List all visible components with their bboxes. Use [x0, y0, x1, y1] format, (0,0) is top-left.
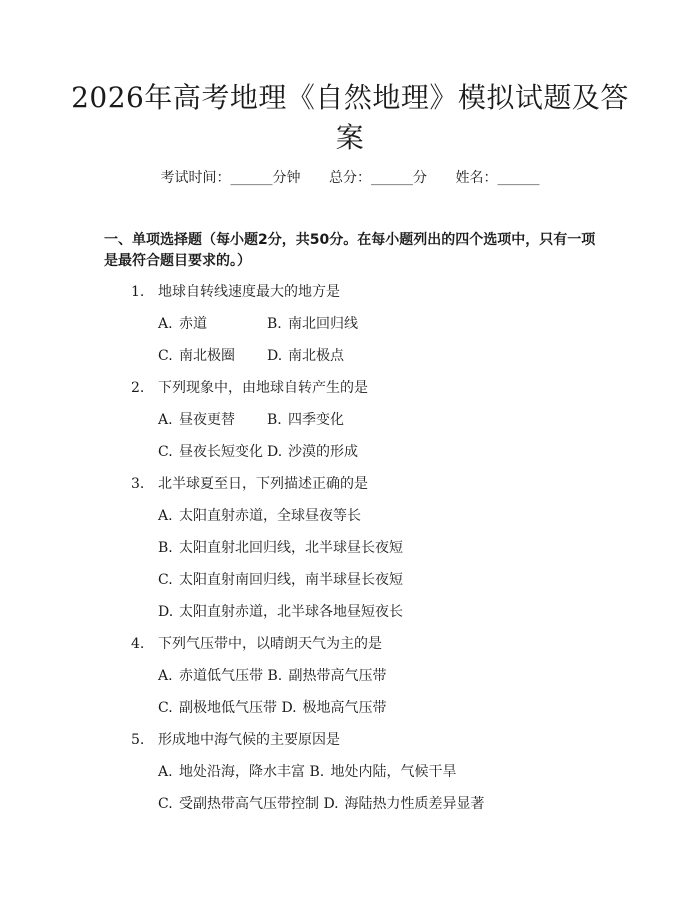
option-b — [267, 314, 358, 334]
option-letter: B. — [309, 764, 325, 780]
option-letter: D. — [158, 604, 174, 620]
option-text: 副热带高气压带 — [288, 668, 387, 684]
option-d — [323, 794, 484, 814]
question-number: 4. — [131, 636, 145, 652]
option-letter: C. — [158, 572, 173, 588]
question-5-options-row-2 — [158, 794, 484, 814]
option-text: 地处沿海，降水丰富 — [179, 764, 305, 780]
option-d — [267, 346, 344, 366]
section-heading: 一、单项选择题（每小题2分，共50分。在每小题列出的四个选项中，只有一项是最符合题目要求的。） — [104, 232, 596, 269]
option-d — [158, 602, 403, 622]
option-text: 南北极点 — [288, 348, 344, 364]
option-text: 副极地低气压带 — [179, 700, 277, 716]
option-letter: B. — [267, 412, 282, 428]
option-text: 赤道低气压带 — [179, 668, 263, 684]
option-text: 昼夜更替 — [179, 412, 235, 428]
option-letter: D. — [281, 700, 297, 716]
question-5-options-row-1 — [158, 762, 456, 782]
question-2 — [131, 378, 368, 398]
question-3-option-d — [158, 602, 403, 622]
option-text: 地处内陆，气候干旱 — [330, 764, 457, 780]
question-1-options-row-1 — [158, 314, 358, 334]
question-4-options-row-2 — [158, 698, 386, 718]
question-5 — [131, 730, 340, 750]
exam-time-field: 考试时间：______分钟 — [160, 170, 301, 186]
total-score-field: 总分：______分 — [329, 170, 427, 186]
option-b — [309, 762, 456, 782]
option-letter: A. — [158, 412, 173, 428]
question-text: 地球自转线速度最大的地方是 — [158, 284, 340, 300]
option-text: 昼夜长短变化 — [179, 444, 263, 460]
option-b — [267, 666, 386, 686]
option-d — [281, 698, 386, 718]
option-letter: A. — [158, 508, 173, 524]
option-text: 太阳直射赤道，全球昼夜等长 — [179, 508, 361, 524]
option-c — [158, 346, 267, 366]
option-text: 南北极圈 — [179, 348, 235, 364]
question-number: 1. — [131, 284, 145, 300]
question-number: 5. — [131, 732, 145, 748]
option-c — [158, 442, 267, 462]
option-letter: D. — [323, 796, 339, 812]
option-letter: B. — [267, 316, 282, 332]
option-b — [158, 538, 403, 558]
question-number: 2. — [131, 380, 145, 396]
option-a — [158, 506, 361, 526]
option-a — [158, 762, 305, 782]
option-a — [158, 666, 263, 686]
option-letter: A. — [158, 764, 173, 780]
question-number: 3. — [131, 476, 145, 492]
question-text: 下列现象中，由地球自转产生的是 — [158, 380, 368, 396]
option-c — [158, 698, 277, 718]
option-letter: B. — [158, 540, 173, 556]
option-c — [158, 570, 403, 590]
question-2-options-row-2 — [158, 442, 358, 462]
question-3-option-b — [158, 538, 403, 558]
question-4-options-row-1 — [158, 666, 386, 686]
option-text: 南北回归线 — [288, 316, 358, 332]
document-title: 2026年高考地理《自然地理》模拟试题及答案 — [71, 81, 629, 154]
option-letter: C. — [158, 444, 173, 460]
question-text: 下列气压带中，以晴朗天气为主的是 — [158, 636, 382, 652]
question-3-option-c — [158, 570, 403, 590]
question-3 — [131, 474, 368, 494]
question-1-options-row-2 — [158, 346, 344, 366]
option-text: 太阳直射赤道，北半球各地昼短夜长 — [179, 604, 403, 620]
question-text: 形成地中海气候的主要原因是 — [158, 732, 340, 748]
option-letter: B. — [267, 668, 283, 684]
option-text: 受副热带高气压带控制 — [179, 796, 319, 812]
option-text: 海陆热力性质差异显著 — [344, 796, 485, 812]
question-3-option-a — [158, 506, 361, 526]
question-1 — [131, 282, 340, 302]
option-letter: C. — [158, 348, 173, 364]
option-c — [158, 794, 319, 814]
question-text: 北半球夏至日，下列描述正确的是 — [158, 476, 368, 492]
option-a — [158, 410, 267, 430]
option-a — [158, 314, 267, 334]
option-text: 四季变化 — [288, 412, 344, 428]
option-text: 赤道 — [179, 316, 207, 332]
option-letter: A. — [158, 316, 173, 332]
option-text: 沙漠的形成 — [288, 444, 358, 460]
option-letter: C. — [158, 796, 173, 812]
student-name-field: 姓名：______ — [455, 170, 540, 186]
option-letter: C. — [158, 700, 173, 716]
option-letter: D. — [267, 444, 283, 460]
question-4 — [131, 634, 382, 654]
option-d — [267, 442, 358, 462]
option-letter: D. — [267, 348, 283, 364]
question-2-options-row-1 — [158, 410, 344, 430]
exam-info-line — [0, 168, 700, 188]
option-b — [267, 410, 344, 430]
option-text: 太阳直射南回归线，南半球昼长夜短 — [179, 572, 403, 588]
option-letter: A. — [158, 668, 173, 684]
option-text: 太阳直射北回归线，北半球昼长夜短 — [179, 540, 403, 556]
option-text: 极地高气压带 — [302, 700, 387, 716]
